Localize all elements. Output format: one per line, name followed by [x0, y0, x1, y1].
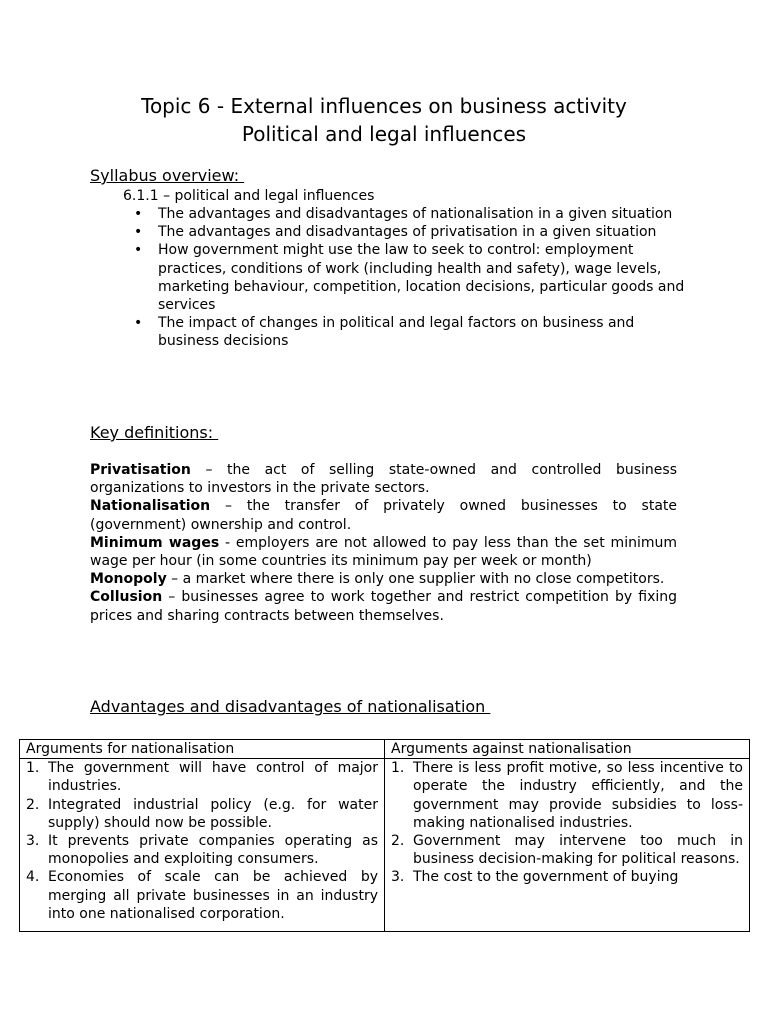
list-item: [391, 868, 743, 886]
item-number: 3.: [26, 833, 40, 850]
syllabus-item: • How government might use the law to seek to control: employment practices, conditions of work (including health and safety), wage levels, marketing behaviour, competition, location decisions, particular goods and services: [158, 241, 688, 314]
syllabus-item: • The advantages and disadvantages of nationalisation in a given situation: [158, 205, 688, 223]
arguments-against-list: [391, 759, 743, 886]
definition-separator: –: [162, 589, 182, 606]
nationalisation-table: [19, 739, 750, 932]
syllabus-subheading: 6.1.1 – political and legal influences: [123, 188, 375, 204]
item-text: The cost to the government of buying: [413, 869, 679, 886]
syllabus-item: • The advantages and disadvantages of privatisation in a given situation: [158, 223, 688, 241]
syllabus-item: • The impact of changes in political and legal factors on business and business decisions: [158, 314, 688, 350]
definition-term: Nationalisation: [90, 498, 211, 515]
list-item: [391, 832, 743, 868]
syllabus-heading: Syllabus overview:: [90, 166, 245, 185]
definition-text: the transfer of privately owned businesses to state (government) ownership and control.: [90, 498, 677, 533]
item-number: 1.: [391, 760, 405, 777]
definition-term: Collusion: [90, 589, 163, 606]
list-item: [26, 868, 378, 923]
table-header-row: [20, 740, 750, 759]
arguments-for-cell: [20, 759, 385, 932]
item-text: It prevents private companies operating as monopolies and exploiting consumers.: [48, 833, 378, 868]
definition-term: Minimum wages: [90, 534, 220, 551]
definitions-heading: Key definitions:: [90, 423, 219, 442]
title-line-2: Political and legal influences: [241, 122, 527, 146]
item-number: 2.: [391, 833, 405, 850]
item-number: 4.: [26, 869, 40, 886]
column-header-for: Arguments for nationalisation: [20, 740, 385, 759]
definition-term: Privatisation: [90, 462, 191, 478]
table-row: [20, 759, 750, 932]
definition-item: [90, 461, 677, 497]
nationalisation-heading: Advantages and disadvantages of nationalisation: [90, 697, 491, 716]
item-number: 3.: [391, 869, 405, 886]
item-text: The government will have control of major industries.: [48, 760, 378, 795]
definition-text: a market where there is only one supplier with no close competitors.: [182, 571, 665, 588]
item-text: Integrated industrial policy (e.g. for water supply) should now be possible.: [48, 796, 378, 831]
arguments-for-list: [26, 759, 378, 923]
arguments-against-cell: [385, 759, 750, 932]
title-line-1: Topic 6 - External influences on business activity: [141, 94, 627, 118]
definition-text: employers are not allowed to pay less than the set minimum wage per hour (in some countries its minimum pay per week or month): [90, 534, 677, 570]
list-item: [26, 796, 378, 832]
definition-item: [90, 588, 677, 624]
column-header-against: Arguments against nationalisation: [385, 740, 750, 759]
list-item: [391, 759, 743, 832]
item-text: Economies of scale can be achieved by merging all private businesses in an industry into one nationalised corporation.: [48, 869, 378, 922]
definition-separator: –: [166, 571, 183, 588]
item-text: Government may intervene too much in business decision-making for political reasons.: [413, 833, 743, 868]
definition-text: the act of selling state-owned and controlled business organizations to investors in the private sectors.: [90, 462, 677, 497]
definition-separator: –: [210, 498, 247, 515]
page-title: [0, 92, 768, 148]
list-item: [26, 759, 378, 795]
item-text: There is less profit motive, so less incentive to operate the industry efficiently, and the government may provide subsidies to loss-making nationalised industries.: [413, 760, 743, 831]
definition-item: [90, 570, 677, 588]
definitions-list: [90, 461, 677, 625]
definition-item: [90, 497, 677, 533]
definition-separator: -: [219, 534, 236, 551]
item-number: 1.: [26, 760, 40, 777]
definition-term: Monopoly: [90, 571, 167, 588]
definition-text: businesses agree to work together and restrict competition by fixing prices and sharing contracts between themselves.: [90, 589, 678, 624]
item-number: 2.: [26, 796, 40, 813]
definition-separator: –: [190, 462, 228, 478]
list-item: [26, 832, 378, 868]
syllabus-list: [158, 205, 688, 351]
definition-item: [90, 534, 677, 570]
